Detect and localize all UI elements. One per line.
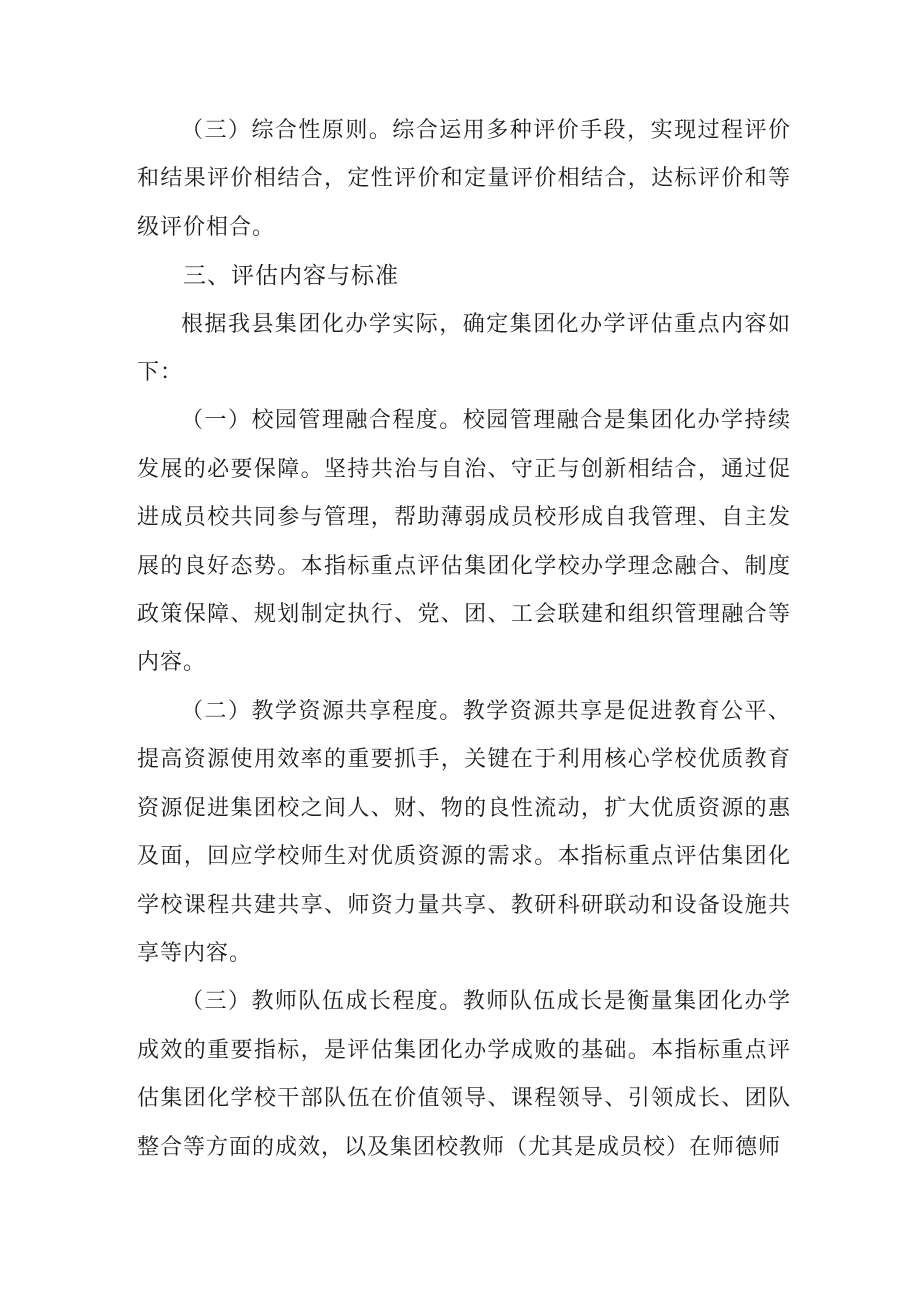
document-body: [137, 107, 791, 1172]
paragraph-comprehensive-principle: （三）综合性原则。综合运用多种评价手段，实现过程评价和结果评价相结合，定性评价和定量评价相结合，达标评价和等级评价相合。: [137, 118, 791, 240]
paragraph-campus-management: （一）校园管理融合程度。校园管理融合是集团化办学持续发展的必要保障。坚持共治与自治、守正与创新相结合，通过促进成员校共同参与管理，帮助薄弱成员校形成自我管理、自主发展的良好态势。本指标重点评估集团化学校办学理念融合、制度政策保障、规划制定执行、党、团、工会联建和组织管理融合等内容。: [137, 408, 791, 676]
paragraph-intro: 根据我县集团化办学实际，确定集团化办学评估重点内容如下：: [137, 311, 791, 386]
paragraph-teaching-resources: （二）教学资源共享程度。教学资源共享是促进教育公平、提高资源使用效率的重要抓手，关键在于利用核心学校优质教育资源促进集团校之间人、财、物的良性流动，扩大优质资源的惠及面，回应学校师生对优质资源的需求。本指标重点评估集团化学校课程共建共享、师资力量共享、教研科研联动和设备设施共享等内容。: [137, 698, 791, 966]
paragraph-teacher-growth: （三）教师队伍成长程度。教师队伍成长是衡量集团化办学成效的重要指标，是评估集团化办学成败的基础。本指标重点评估集团化学校干部队伍在价值领导、课程领导、引领成长、团队整合等方面的成效，以及集团校教师（尤其是成员校）在师德师: [137, 989, 791, 1160]
section-heading: 三、评估内容与标准: [183, 263, 399, 290]
